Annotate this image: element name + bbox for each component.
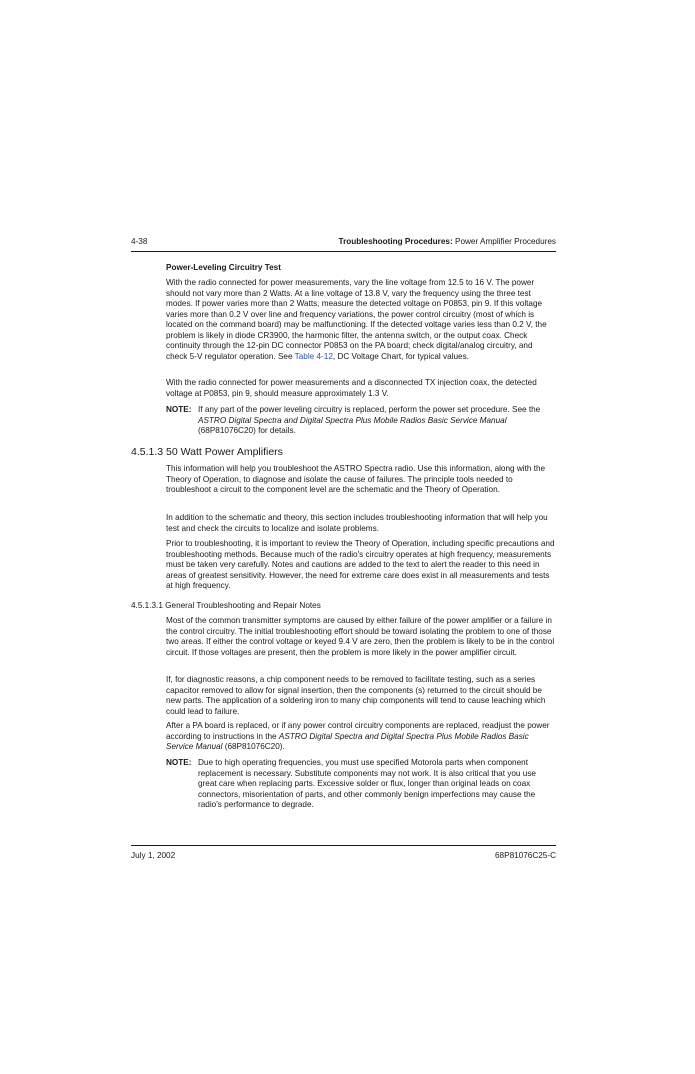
footer-rule	[131, 845, 556, 846]
note-text-b: (68P81076C20) for details.	[198, 426, 296, 435]
repair-notes-text-1: Most of the common transmitter symptoms are caused by either failure of the power amplifier or a failure in the control circuitry. The initial troubleshooting effort should be toward isolating the problem to one of those two areas. If either the control voltage or keyed 9.4 V are zero, then the problem is likely to be in the control circuit. If those voltages are present, then the problem is more likely in the power amplifier circuit.	[166, 616, 555, 657]
section-50w-paragraph-2	[166, 513, 556, 534]
section-50w-text-1: This information will help you troubleshoot the ASTRO Spectra radio. Use this information, along with the Theory of Operation, to diagnose and isolate the cause of failures. The principle tools needed to troubleshoot a circuit to the component level are the schematic and the Theory of Operation.	[166, 464, 546, 494]
power-leveling-note	[166, 405, 556, 437]
repair-notes-text-3a: After a PA board is replaced, or if any power control circuitry components are replaced, readjust the power according to instructions in the	[166, 721, 550, 741]
repair-notes-paragraph-2	[166, 675, 556, 717]
header-section-title	[339, 237, 556, 246]
header-section-bold: Troubleshooting Procedures:	[338, 237, 453, 246]
power-leveling-paragraph-1	[166, 278, 556, 362]
section-heading-50w: 4.5.1.3 50 Watt Power Amplifiers	[131, 446, 283, 458]
power-leveling-heading: Power-Leveling Circuitry Test	[166, 263, 281, 272]
power-leveling-text-b: , DC Voltage Chart, for typical values.	[332, 351, 469, 361]
repair-notes-note	[166, 758, 556, 811]
header-rule	[131, 251, 556, 252]
note-manual-title: ASTRO Digital Spectra and Digital Spectra Plus Mobile Radios Basic Service Manual	[198, 415, 507, 425]
section-50w-text-3: Prior to troubleshooting, it is important to review the Theory of Operation, including specific precautions and troubleshooting methods. Because much of the radio's circuitry operates at high frequency, measurements must be taken very carefully. Notes and cautions are added to the text to alert the reader to this need in areas of greatest sensitivity. However, the need for extreme care does exist in all measurements and tests at high frequency.	[166, 539, 555, 590]
repair-notes-manual-title: ASTRO Digital Spectra and Digital Spectra Plus Mobile Radios Basic Service Manual	[166, 731, 529, 751]
subsection-heading-repair-notes: 4.5.1.3.1 General Troubleshooting and Repair Notes	[131, 601, 321, 610]
repair-note-text: Due to high operating frequencies, you must use specified Motorola parts when component replacement is necessary. Substitute components may not work. It is also critical that you use great care when replacing parts. Excessive solder or flux, longer than original leads on coax connectors, misorientation of parts, and other commonly benign imperfections may cause the radio's performance to degrade.	[198, 758, 536, 809]
repair-notes-paragraph-3	[166, 721, 556, 753]
header-section-rest: Power Amplifier Procedures	[452, 237, 556, 246]
table-4-12-link[interactable]: Table 4-12	[294, 351, 333, 361]
power-leveling-paragraph-2	[166, 378, 556, 399]
repair-notes-text-3b: (68P81076C20).	[222, 742, 285, 751]
note-label-2: NOTE:	[166, 758, 192, 767]
page-header	[131, 237, 556, 251]
footer-date: July 1, 2002	[131, 851, 176, 860]
section-50w-text-2: In addition to the schematic and theory, this section includes troubleshooting information that will help you test and check the circuits to localize and isolate problems.	[166, 513, 548, 533]
section-50w-paragraph-1	[166, 464, 556, 496]
power-leveling-text-2: With the radio connected for power measurements and a disconnected TX injection coax, the detected voltage at P0853, pin 9, should measure approximately 1.3 V.	[166, 378, 537, 398]
note-text-a: If any part of the power leveling circuitry is replaced, perform the power set procedure. See the	[198, 405, 541, 414]
note-label: NOTE:	[166, 405, 192, 414]
repair-notes-paragraph-1	[166, 616, 556, 658]
section-50w-paragraph-3	[166, 539, 556, 592]
page-number: 4-38	[131, 237, 148, 246]
repair-notes-text-2: If, for diagnostic reasons, a chip component needs to be removed to facilitate testing, such as a series capacitor removed to allow for signal insertion, then the components (s) returned to the circuit should be new parts. The application of a soldering iron to many chip components will tend to cause leaching which could lead to failure.	[166, 675, 546, 716]
footer-doc-number: 68P81076C25-C	[495, 851, 556, 860]
power-leveling-text-a: With the radio connected for power measurements, vary the line voltage from 12.5 to 16 V. The power should not vary more than 2 Watts. At a line voltage of 13.8 V, vary the frequency using the three test modes. If power varies more than 2 Watts, measure the detected voltage on P0853, pin 9. If this voltage varies more than 0.2 V over line and frequency variations, the power control circuitry (most of which is located on the command board) may be malfunctioning. If the detected voltage varies less than 0.2 V, the problem is likely in diode CR3900, the harmonic filter, the antenna switch, or the output coax. Check continuity through the 12-pin DC connector P0853 on the PA board; check digital/analog circuitry, and check 5-V regulator operation. See	[166, 278, 547, 361]
